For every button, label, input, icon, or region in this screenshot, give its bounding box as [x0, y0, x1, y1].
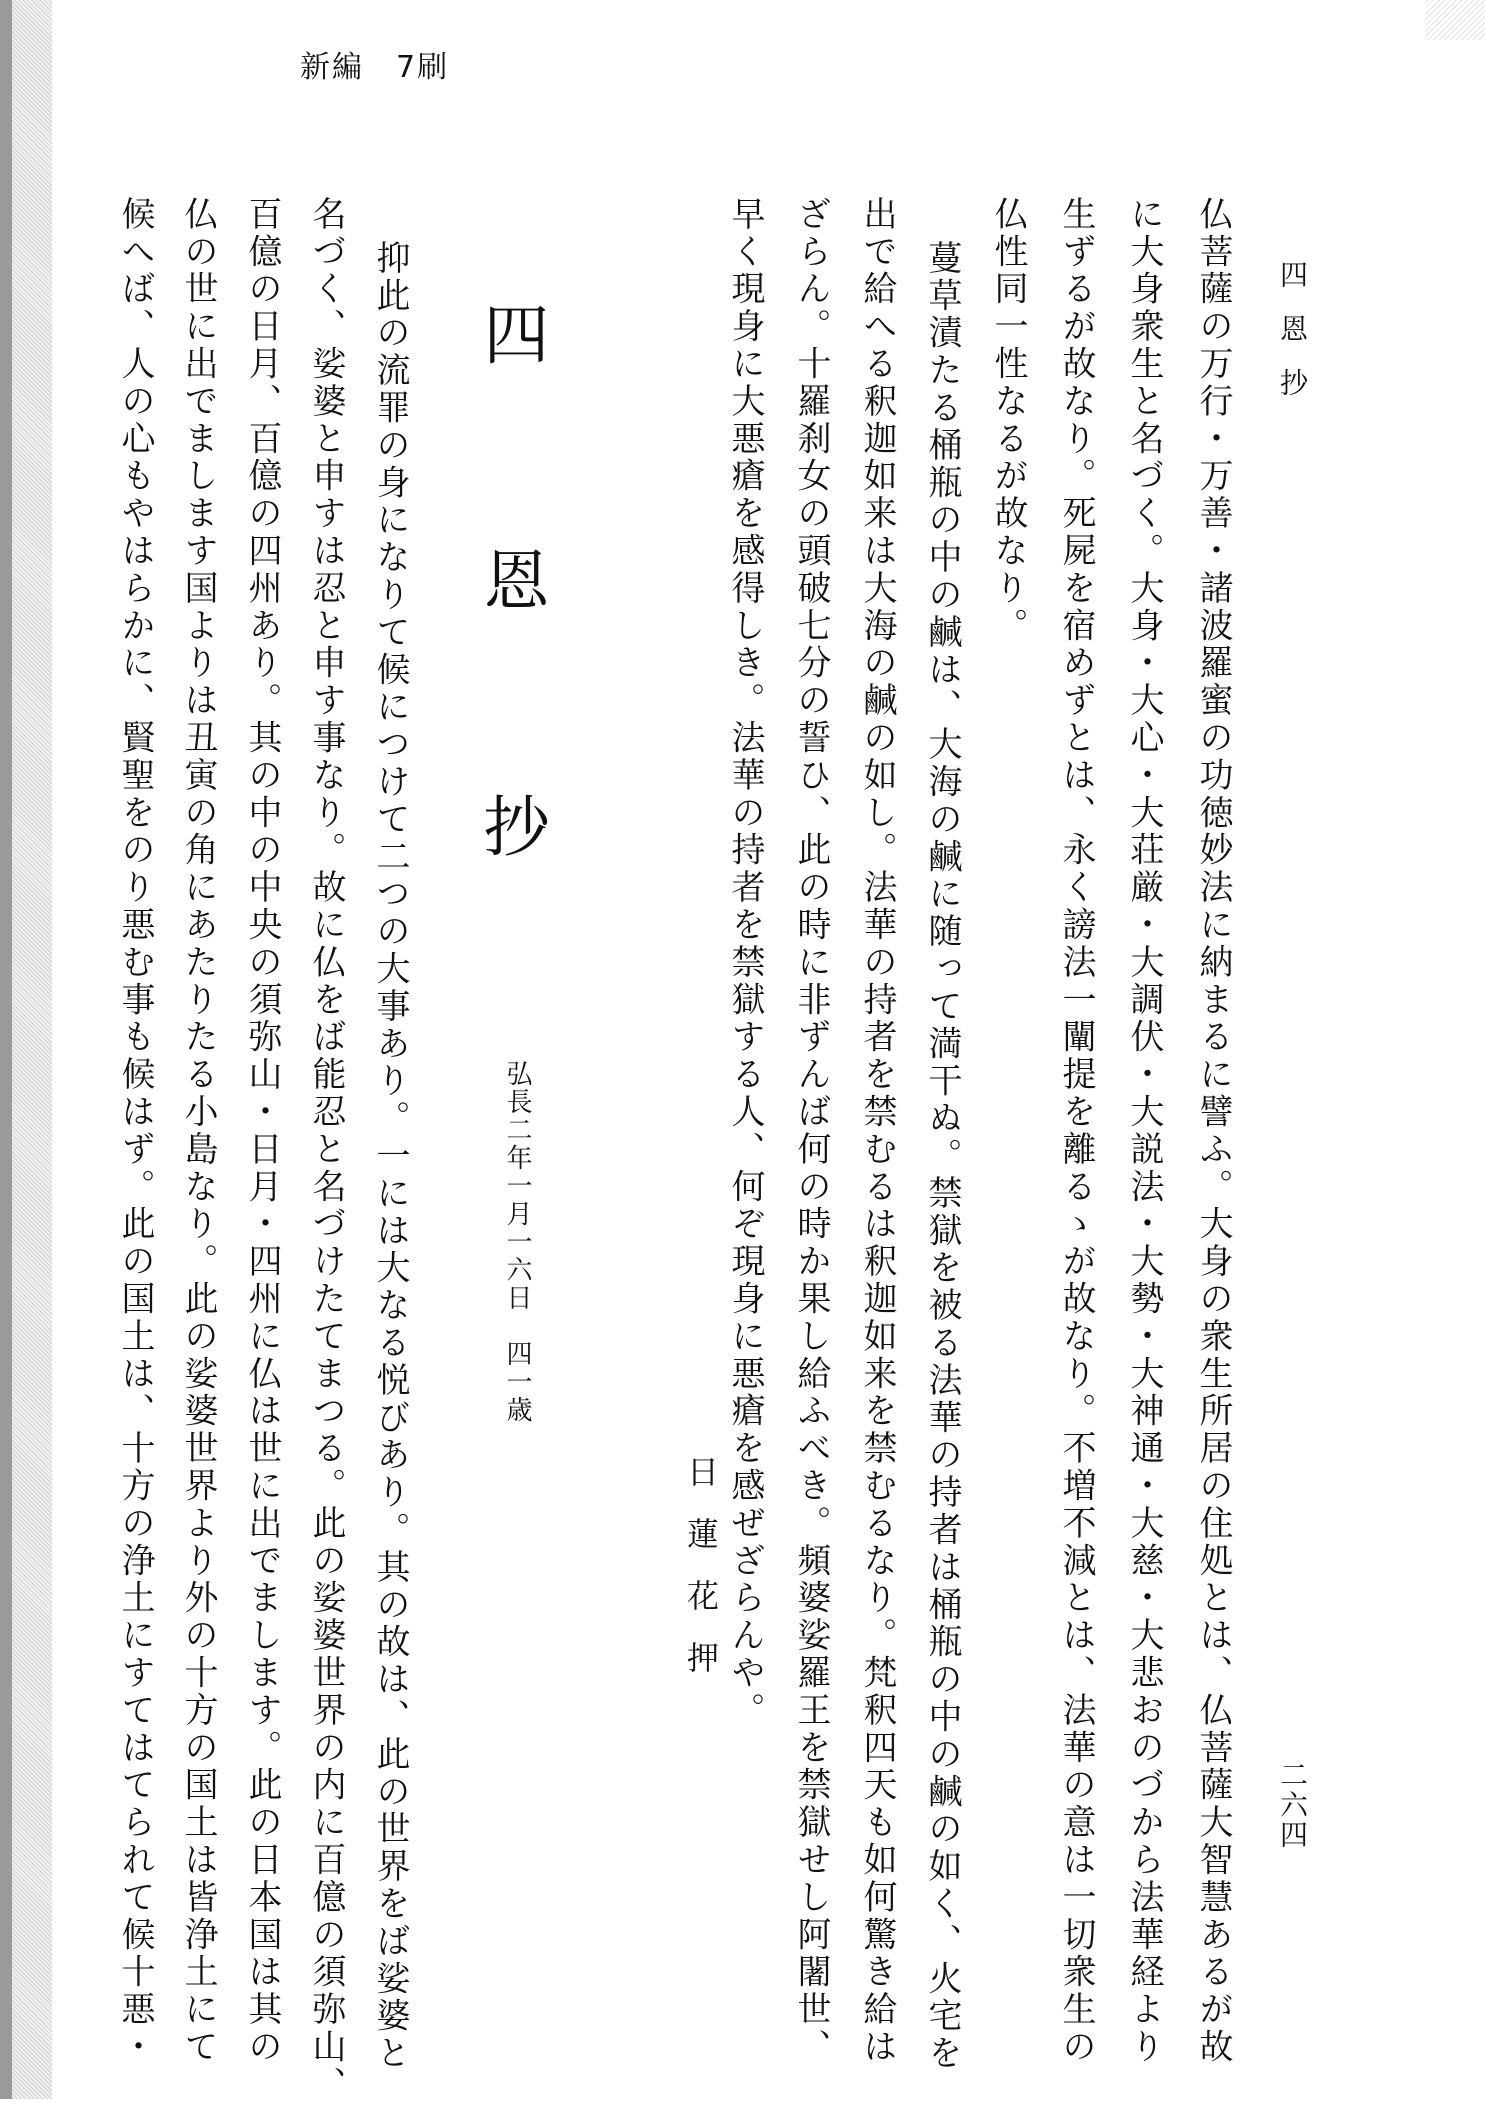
document-title: 四恩抄 — [472, 300, 549, 1038]
body-line: 名づく、娑婆と申すは忍と申す事なり。故に仏をば能忍と名づけたてまつる。此の娑婆世界の内に百億の須弥山、 — [306, 196, 346, 2103]
body-line: ざらん。十羅刹女の頭破七分の誓ひ、此の時に非ずんば何の時か果し給ふべき。頻婆娑羅王を禁獄せし阿闍世、 — [791, 196, 831, 2067]
body-line: 仏の世に出でまします国よりは丑寅の角にあたりたる小島なり。此の娑婆世界より外の十方の国土は皆浄土にて — [178, 196, 218, 2066]
body-line: 早く現身に大悪瘡を感得しき。法華の持者を禁獄する人、何ぞ現身に悪瘡を感ぜざらんや。 — [725, 196, 765, 1730]
running-head: 四恩抄 — [1276, 260, 1309, 422]
scan-corner-shadow — [1425, 0, 1485, 40]
author-signature: 日蓮花押 — [682, 1455, 720, 1703]
body-line: 候へば、人の心もやはらかに、賢聖をのり悪む事も候はず。此の国土は、十方の浄土にすてはてられて候十悪・ — [115, 196, 155, 2066]
date-line: 弘長二年一月一六日 四一歳 — [502, 1060, 532, 1424]
book-gutter-shadow — [0, 0, 52, 2099]
body-line: 百億の日月、百億の四州あり。其の中の中央の須弥山・日月・四州に仏は世に出でまします。此の日本国は其の — [242, 196, 282, 2067]
body-line: 出で給へる釈迦如来は大海の鹹の如し。法華の持者を禁むるは釈迦如来を禁むるなり。梵釈四天も如何驚き給は — [857, 196, 897, 2066]
body-line: 抑此の流罪の身になりて候につけて二つの大事あり。一には大なる悦びあり。其の故は、此の世界をば娑婆と — [370, 240, 410, 2073]
edition-label: 新編 7刷 — [300, 50, 450, 85]
page-number: 二六四 — [1276, 1760, 1309, 1850]
body-line: 仏菩薩の万行・万善・諸波羅蜜の功徳妙法に納まるに譬ふ。大身の衆生所居の住処とは、仏菩薩大智慧あるが故 — [1193, 196, 1233, 2066]
body-line: 蔓草漬たる桶瓶の中の鹹は、大海の鹹に随って満干ぬ。禁獄を被る法華の持者は桶瓶の中の鹹の如く、火宅を — [922, 240, 962, 2073]
body-line: 生ずるが故なり。死屍を宿めずとは、永く謗法一闡提を離るゝが故なり。不増不減とは、法華の意は一切衆生の — [1056, 196, 1096, 2066]
body-line: に大身衆生と名づく。大身・大心・大荘厳・大調伏・大説法・大勢・大神通・大慈・大悲おのづから法華経より — [1124, 196, 1164, 2066]
body-line: 仏性同一性なるが故なり。 — [988, 196, 1028, 645]
